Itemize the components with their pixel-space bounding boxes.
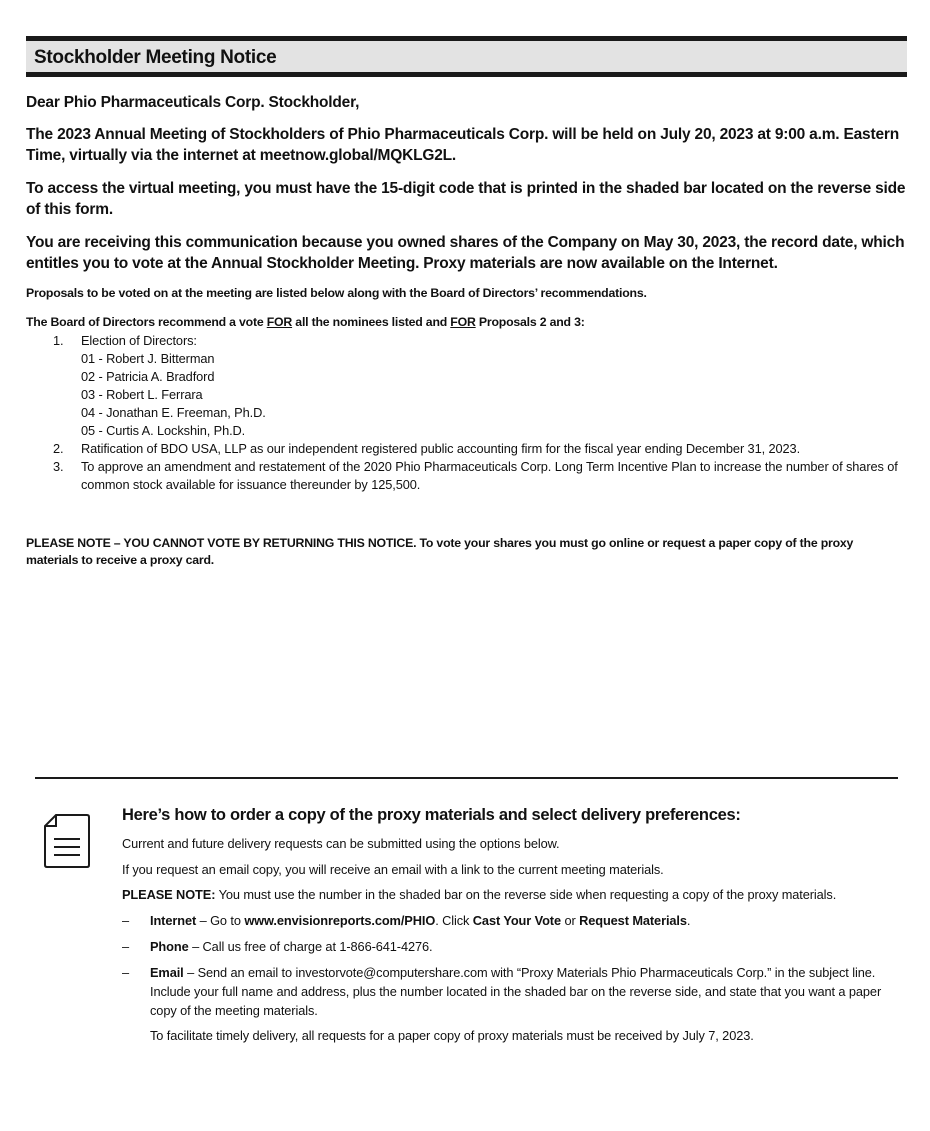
- deadline-notice: [122, 1026, 902, 1045]
- email-label: Email: [150, 965, 184, 980]
- internet-sep: – Go to: [196, 913, 245, 928]
- board-recommendation: [26, 314, 906, 331]
- nominee: 02 - Patricia A. Bradford: [81, 369, 215, 384]
- board-rec-suffix: Proposals 2 and 3:: [475, 315, 585, 329]
- email-option: [122, 963, 902, 1020]
- proposal-text: To approve an amendment and restatement of the 2020 Phio Pharmaceuticals Corp. Long Term Incentive Plan to increase the number of shares of common stock available for issuance thereunder by 125,500.: [81, 459, 898, 492]
- notice-header-bar: [26, 36, 907, 77]
- proposals-intro: Proposals to be voted on at the meeting are listed below along with the Board of Directors’ recommendations.: [26, 286, 647, 300]
- receiving-paragraph: You are receiving this communication because you owned shares of the Company on May 30, 2023, the record date, which entitles you to vote at the Annual Stockholder Meeting. Proxy materials are now available on the Internet.: [26, 234, 905, 272]
- proposal-number: 3.: [53, 459, 64, 474]
- cast-your-vote-text: Cast Your Vote: [472, 913, 561, 928]
- deadline-text: To facilitate timely delivery, all requests for a paper copy of proxy materials must be received by July 7, 2023.: [150, 1028, 754, 1043]
- phone-option: [122, 937, 902, 956]
- proposal-item: [26, 458, 906, 494]
- proposals-list: [26, 332, 906, 494]
- internet-option: [122, 911, 902, 930]
- internet-end: .: [686, 913, 691, 928]
- section-divider: [35, 777, 898, 779]
- envision-reports-link[interactable]: www.envisionreports.com/PHIO: [244, 913, 436, 928]
- phone-label: Phone: [150, 939, 189, 954]
- cannot-vote-notice: PLEASE NOTE – YOU CANNOT VOTE BY RETURNING THIS NOTICE. To vote your shares you must go online or request a paper copy of the proxy materials to receive a proxy card.: [26, 536, 854, 567]
- proposal-item: [26, 440, 906, 458]
- order-line-2: If you request an email copy, you will receive an email with a link to the current meeting materials.: [122, 862, 664, 877]
- proposal-number: 2.: [53, 441, 64, 456]
- order-please-note: [122, 886, 902, 904]
- nominee: 01 - Robert J. Bitterman: [81, 351, 215, 366]
- access-paragraph: To access the virtual meeting, you must have the 15-digit code that is printed in the shaded bar located on the reverse side of this form.: [26, 180, 906, 218]
- board-rec-for-1: FOR: [266, 315, 293, 329]
- dash-bullet: –: [122, 965, 130, 980]
- greeting: Dear Phio Pharmaceuticals Corp. Stockholder,: [26, 94, 360, 111]
- please-note-label: PLEASE NOTE:: [122, 887, 216, 902]
- please-note-text: You must use the number in the shaded bar on the reverse side when requesting a copy of the proxy materials.: [215, 887, 837, 902]
- dash-bullet: –: [122, 939, 130, 954]
- dash-bullet: –: [122, 913, 130, 928]
- board-rec-middle: all the nominees listed and: [292, 315, 451, 329]
- board-rec-for-2: FOR: [450, 315, 476, 329]
- meeting-paragraph: The 2023 Annual Meeting of Stockholders of Phio Pharmaceuticals Corp. will be held on July 20, 2023 at 9:00 a.m. Eastern Time, virtually via the internet at meetnow.global/MQKLG2L.: [26, 126, 899, 164]
- proposal-number: 1.: [53, 333, 64, 348]
- request-materials-text: Request Materials: [579, 913, 687, 928]
- internet-click-text: . Click: [435, 913, 473, 928]
- internet-or-text: or: [560, 913, 580, 928]
- nominee: 05 - Curtis A. Lockshin, Ph.D.: [81, 423, 246, 438]
- page-title: Stockholder Meeting Notice: [34, 47, 277, 68]
- proposal-text: Election of Directors:: [81, 333, 197, 348]
- proposal-item: [26, 332, 906, 350]
- nominee: 03 - Robert L. Ferrara: [81, 387, 203, 402]
- email-text: – Send an email to investorvote@computershare.com with “Proxy Materials Phio Pharmaceuticals Corp.” in the subject line. Include your full name and address, plus the number located in the shaded bar on the reverse side, and state that you want a paper copy of the meeting materials.: [150, 965, 882, 1018]
- order-line-1: Current and future delivery requests can be submitted using the options below.: [122, 836, 560, 851]
- order-section-title: Here’s how to order a copy of the proxy materials and select delivery preferences:: [122, 806, 741, 824]
- board-rec-prefix: The Board of Directors recommend a vote: [26, 315, 267, 329]
- nominee: 04 - Jonathan E. Freeman, Ph.D.: [81, 405, 266, 420]
- phone-text: – Call us free of charge at 1-866-641-4276.: [188, 939, 433, 954]
- proposal-text: Ratification of BDO USA, LLP as our independent registered public accounting firm for the fiscal year ending December 31, 2023.: [81, 441, 801, 456]
- document-icon: [44, 813, 90, 869]
- internet-label: Internet: [150, 913, 197, 928]
